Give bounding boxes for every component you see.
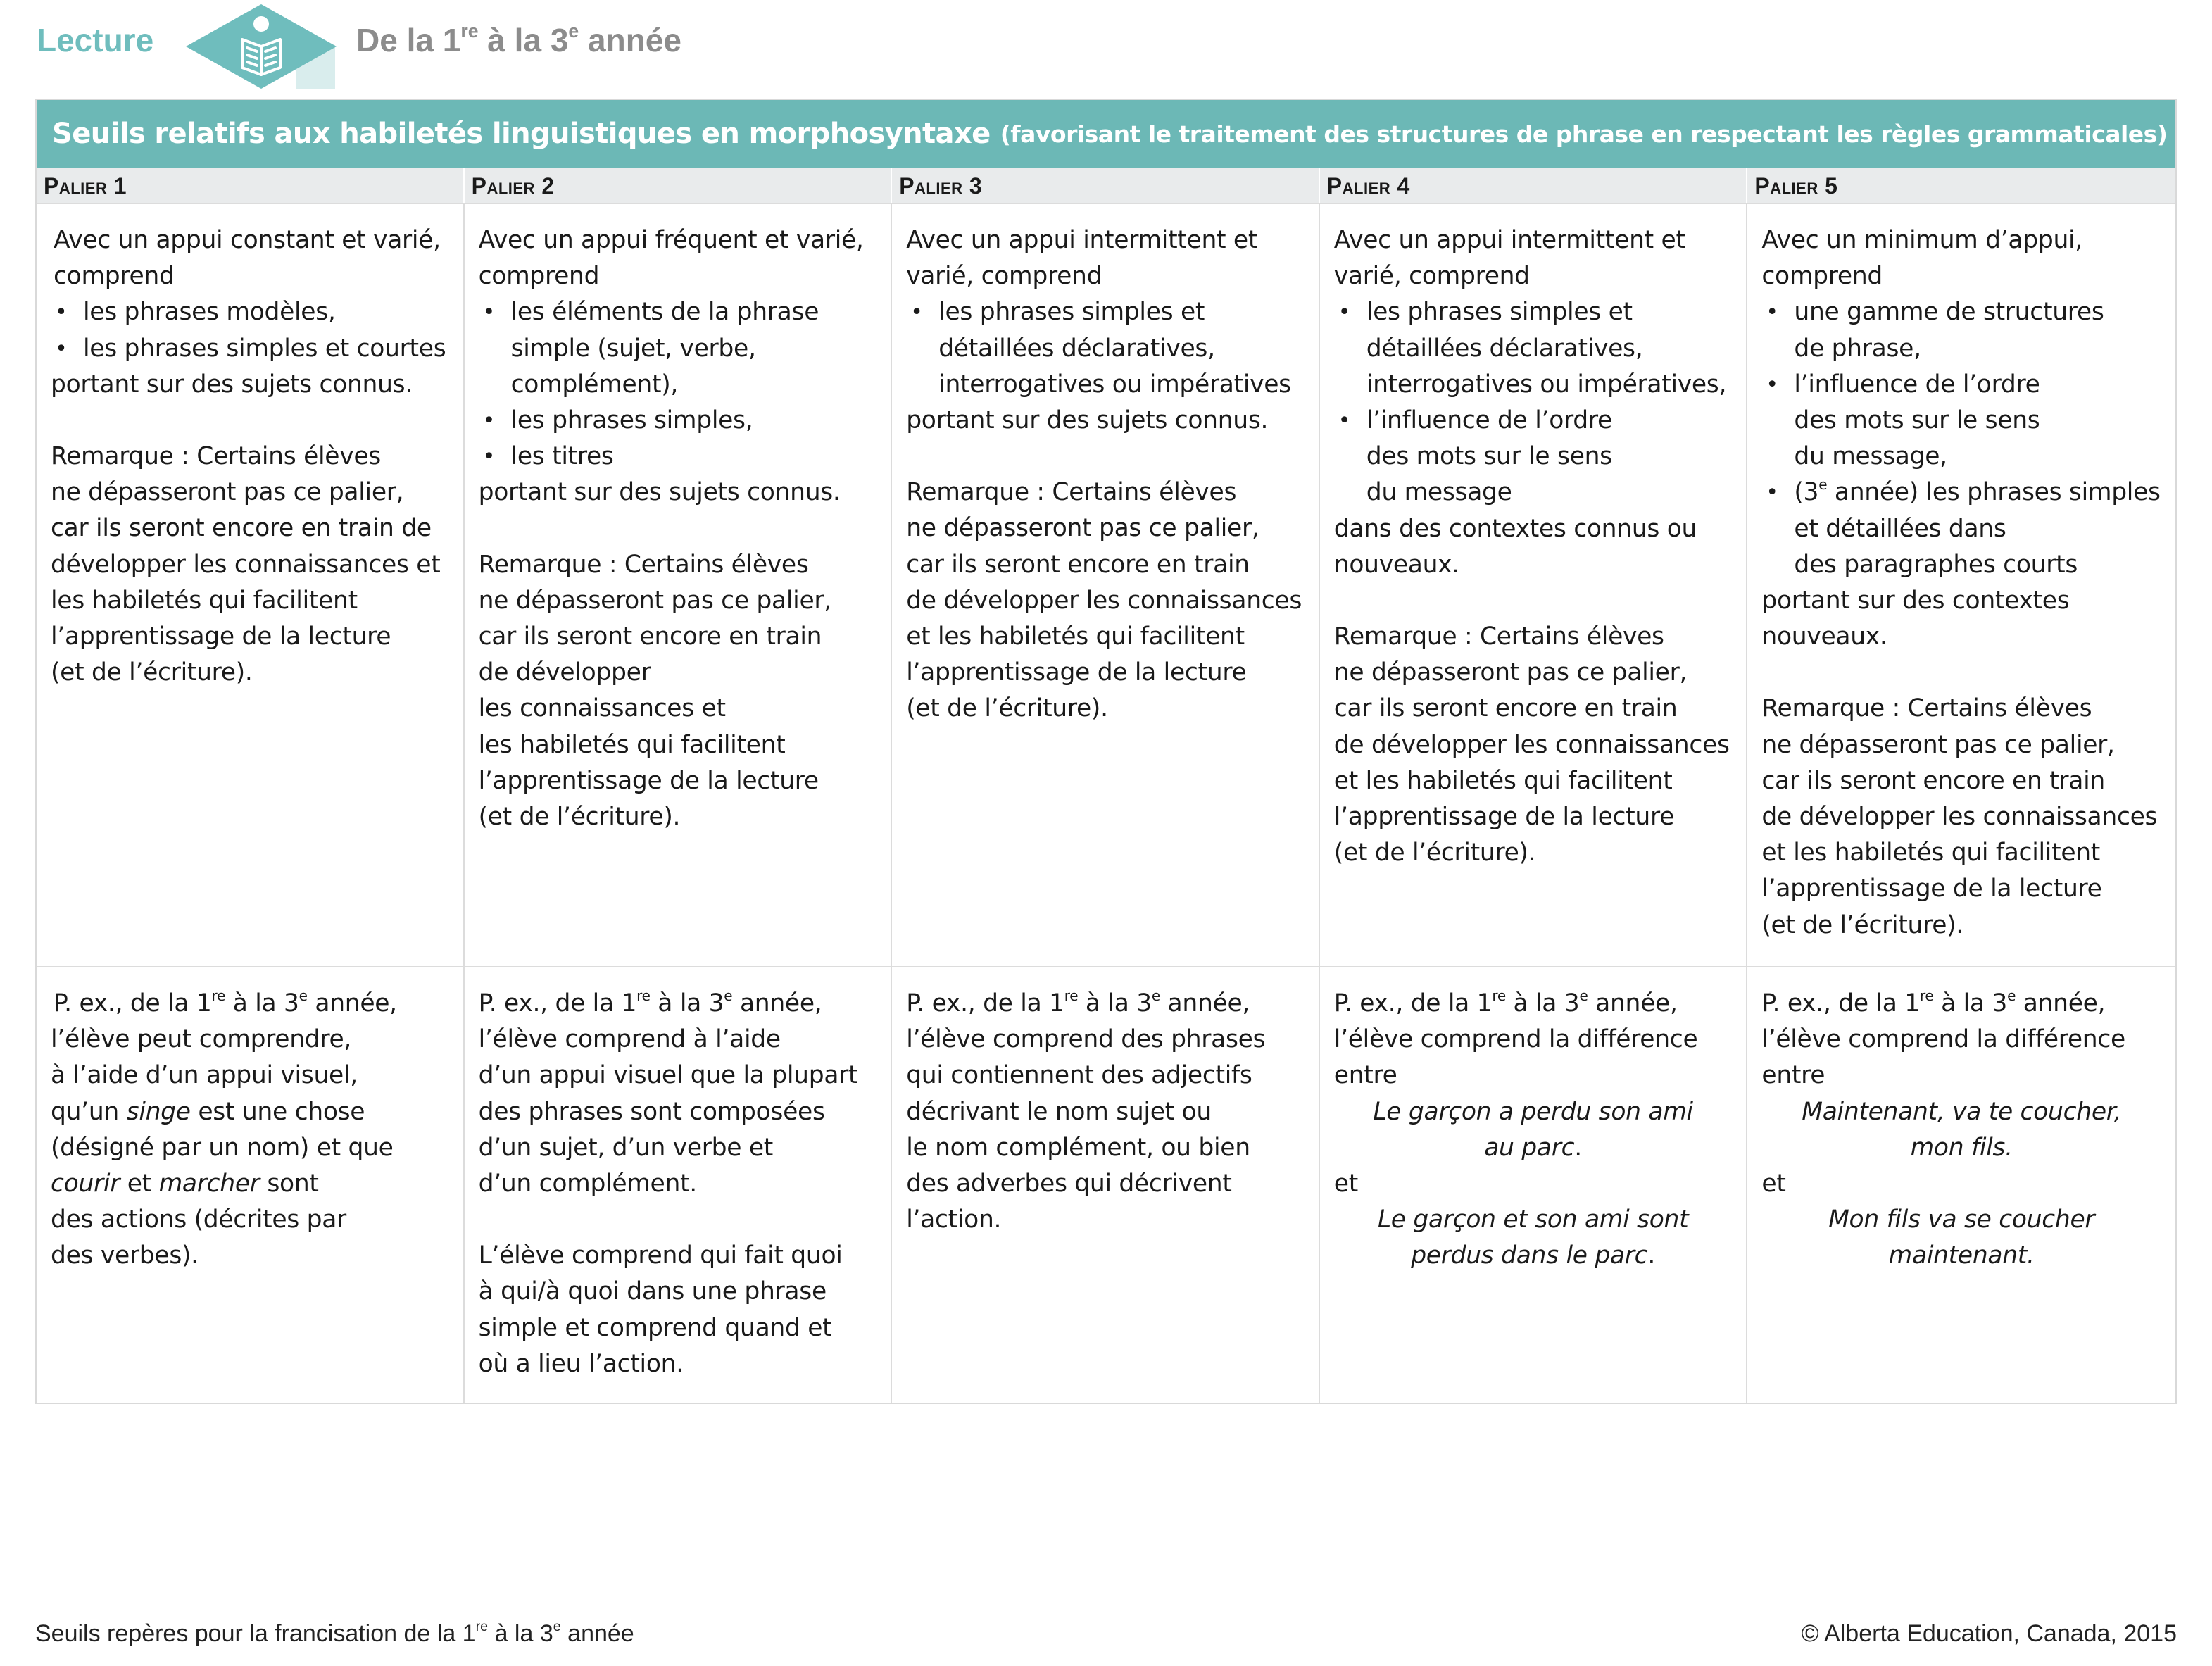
list-item: • les phrases simples, bbox=[479, 403, 877, 439]
list-item: • les phrases simples et détaillées déclaratives, interrogatives ou impératives bbox=[906, 294, 1305, 403]
list-item: • (3e année) les phrases simples et détaillées dans des paragraphes courts bbox=[1761, 475, 2161, 583]
description-cell-palier-1: Avec un appui constant et varié, comprend • les phrases modèles, • les phrases simples et courtes portant sur des sujets connus. Remarque : Certains élèves ne dépasseront pas ce palier, car ils seront encore en train de développer les connaissances et les habiletés qui facilitent l’apprentissage de la lecture (et de l’écriture). bbox=[37, 203, 465, 966]
example-lead: P. ex., de la 1re à la 3e année, bbox=[478, 987, 822, 1017]
column-header-palier-3: Palier 3 bbox=[892, 168, 1320, 203]
column-header-palier-4: Palier 4 bbox=[1320, 168, 1748, 203]
example-cell-palier-5: P. ex., de la 1re à la 3e année, l’élève comprend la différence entre Maintenant, va te coucher, mon fils. et Mon fils va se coucher maintenant. bbox=[1747, 966, 2175, 1403]
example-lead: P. ex., de la 1re à la 3e année, bbox=[1761, 987, 2106, 1017]
description-list bbox=[51, 294, 449, 366]
description-row bbox=[37, 203, 2175, 966]
remark-note: Remarque : Certains élèves ne dépasseront pas ce palier, car ils seront encore en train de développer les connaissances et les habiletés qui facilitent l’apprentissage de la lecture (et de l’écriture). bbox=[51, 442, 441, 687]
remark-note: Remarque : Certains élèves ne dépasseront pas ce palier, car ils seront encore en train de développer les connaissances et les habiletés qui facilitent l’apprentissage de la lecture (et de l’écriture). bbox=[906, 478, 1302, 723]
example-cell-palier-2: P. ex., de la 1re à la 3e année, l’élève comprend à l’aide d’un appui visuel que la plupart des phrases sont composées d’un sujet, d’un verbe et d’un complément. L’élève comprend qui fait quoi à qui/à quoi dans une phrase simple et comprend quand et où a lieu l’action. bbox=[465, 966, 893, 1403]
description-cell-palier-3: Avec un appui intermittent et varié, comprend • les phrases simples et détaillées déclaratives, interrogatives ou impératives portant sur des sujets connus. Remarque : Certains élèves ne dépasseront pas ce palier, car ils seront encore en train de développer les connaissances et les habiletés qui facilitent l’apprentissage de la lecture (et de l’écriture). bbox=[892, 203, 1320, 966]
list-item: • les éléments de la phrase simple (sujet, verbe, complément), bbox=[479, 294, 877, 403]
table-title-bar bbox=[37, 100, 2175, 168]
example-lead: P. ex., de la 1re à la 3e année, bbox=[906, 987, 1250, 1017]
example-lead: P. ex., de la 1re à la 3e année, bbox=[1333, 987, 1678, 1017]
thresholds-table bbox=[35, 99, 2177, 1404]
example-row bbox=[37, 966, 2175, 1403]
remark-note: Remarque : Certains élèves ne dépasseront pas ce palier, car ils seront encore en train de développer les connaissances et les habiletés qui facilitent l’apprentissage de la lecture (et de l’écriture). bbox=[1761, 694, 2158, 939]
remark-note: Remarque : Certains élèves ne dépasseront pas ce palier, car ils seront encore en train de développer les connaissances et les habiletés qui facilitent l’apprentissage de la lecture (et de l’écriture). bbox=[1333, 622, 1730, 868]
subject-label: Lecture bbox=[37, 22, 154, 58]
list-item: • une gamme de structures de phrase, bbox=[1761, 294, 2161, 366]
list-item: • les phrases simples et détaillées déclaratives, interrogatives ou impératives, bbox=[1334, 294, 1733, 403]
footer-document-title: Seuils repères pour la francisation de la 1re à la 3e année bbox=[35, 1618, 634, 1647]
column-header-palier-2: Palier 2 bbox=[465, 168, 893, 203]
list-item: • l’influence de l’ordre des mots sur le sens du message bbox=[1334, 403, 1733, 511]
reading-book-icon bbox=[184, 3, 338, 90]
footer-copyright: © Alberta Education, Canada, 2015 bbox=[1801, 1620, 2177, 1647]
example-lead: P. ex., de la 1re à la 3e année, bbox=[54, 987, 397, 1017]
description-list bbox=[1761, 294, 2161, 583]
description-list bbox=[1334, 294, 1733, 511]
description-cell-palier-5: Avec un minimum d’appui, comprend • une gamme de structures de phrase, • l’influence de l’ordre des mots sur le sens du message, • (3e année) les phrases simples et détaillées dans des paragraphes courts portant sur des contextes nouveaux. Remarque : Certains élèves ne dépasseront pas ce palier, car ils seront encore en train de développer les connaissances et les habiletés qui facilitent l’apprentissage de la lecture (et de l’écriture). bbox=[1747, 203, 2175, 966]
list-item: • les phrases simples et courtes bbox=[51, 331, 449, 367]
column-header-row bbox=[37, 168, 2175, 203]
page-header bbox=[0, 0, 2212, 99]
table-subtitle: (favorisant le traitement des structures de phrase en respectant les règles grammaticales) bbox=[1000, 120, 2168, 148]
remark-note: Remarque : Certains élèves ne dépasseront pas ce palier, car ils seront encore en train de développer les connaissances et les habiletés qui facilitent l’apprentissage de la lecture (et de l’écriture). bbox=[478, 550, 831, 832]
example-cell-palier-1: P. ex., de la 1re à la 3e année, l’élève peut comprendre, à l’aide d’un appui visuel, qu’un singe est une chose (désigné par un nom) et que courir et marcher sont des actions (décrites par des verbes). bbox=[37, 966, 465, 1403]
column-header-palier-1: Palier 1 bbox=[37, 168, 465, 203]
description-cell-palier-4: Avec un appui intermittent et varié, comprend • les phrases simples et détaillées déclaratives, interrogatives ou impératives, • l’influence de l’ordre des mots sur le sens du message dans des contextes connus ou nouveaux. Remarque : Certains élèves ne dépasseront pas ce palier, car ils seront encore en train de développer les connaissances et les habiletés qui facilitent l’apprentissage de la lecture (et de l’écriture). bbox=[1320, 203, 1748, 966]
example-cell-palier-4: P. ex., de la 1re à la 3e année, l’élève comprend la différence entre Le garçon a perdu son ami au parc. et Le garçon et son ami sont perdus dans le parc. bbox=[1320, 966, 1748, 1403]
grade-range: De la 1re à la 3e année bbox=[356, 20, 681, 58]
list-item: • les phrases modèles, bbox=[51, 294, 449, 330]
list-item: • les titres bbox=[479, 439, 877, 475]
description-list bbox=[479, 294, 877, 475]
column-header-palier-5: Palier 5 bbox=[1754, 173, 1838, 199]
description-cell-palier-2: Avec un appui fréquent et varié, comprend • les éléments de la phrase simple (sujet, verbe, complément), • les phrases simples, • les titres portant sur des sujets connus. Remarque : Certains élèves ne dépasseront pas ce palier, car ils seront encore en train de développer les connaissances et les habiletés qui facilitent l’apprentissage de la lecture (et de l’écriture). bbox=[465, 203, 893, 966]
list-item: • l’influence de l’ordre des mots sur le sens du message, bbox=[1761, 367, 2161, 475]
table-title: Seuils relatifs aux habiletés linguistiques en morphosyntaxe bbox=[52, 118, 991, 150]
description-list bbox=[906, 294, 1305, 403]
example-cell-palier-3: P. ex., de la 1re à la 3e année, l’élève comprend des phrases qui contiennent des adjectifs décrivant le nom sujet ou le nom complément, ou bien des adverbes qui décrivent l’action. bbox=[892, 966, 1320, 1403]
